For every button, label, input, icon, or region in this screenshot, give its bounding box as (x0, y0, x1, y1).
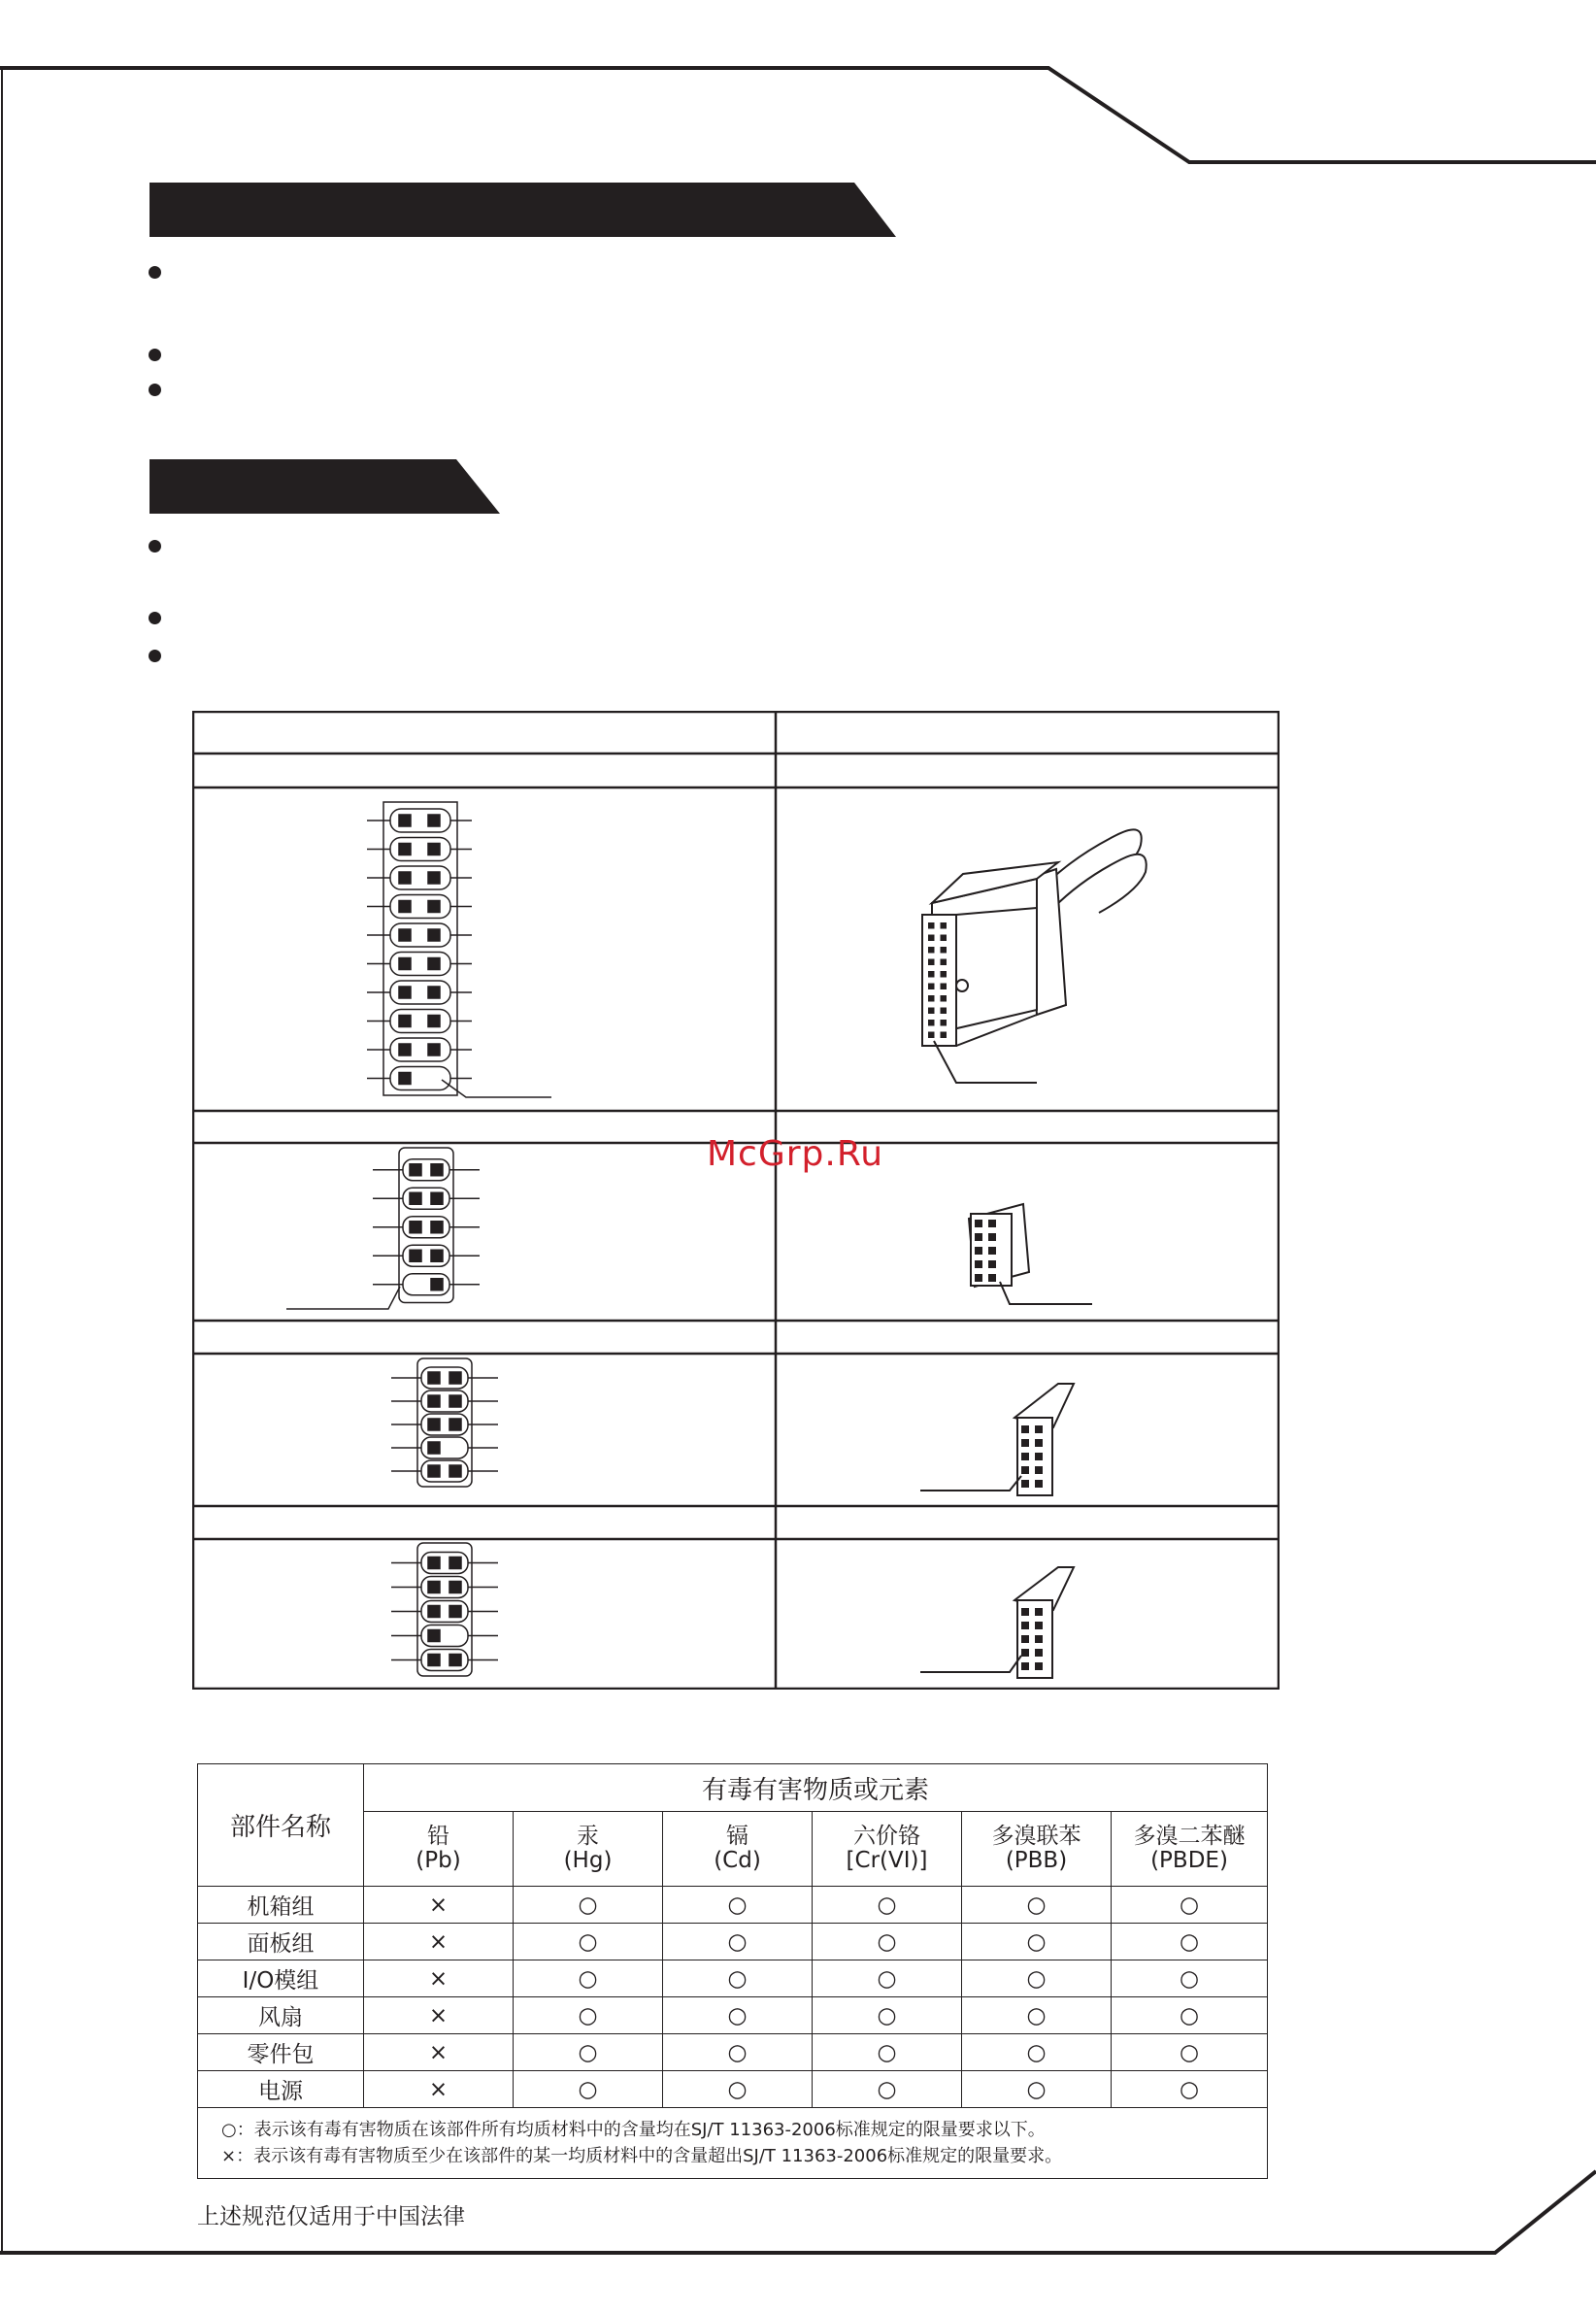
usb3-connector-drawing (922, 829, 1147, 1083)
pin (410, 1222, 421, 1233)
pin-header (391, 1543, 498, 1676)
mark: ○ (1112, 2071, 1268, 2108)
connector-pinout-table (192, 711, 1280, 1690)
pin (928, 959, 935, 966)
pin (428, 901, 440, 913)
pin (449, 1606, 461, 1618)
usb2-connector-drawing (969, 1204, 1092, 1304)
pin (1021, 1425, 1029, 1433)
usb2-header-pinout (286, 1287, 400, 1309)
pin (428, 1044, 440, 1055)
pin (1021, 1662, 1029, 1670)
pin (428, 1606, 440, 1618)
table-row (198, 2071, 1268, 2108)
mark: ○ (514, 1887, 663, 1924)
pin (410, 1164, 421, 1176)
part-name: I/O模组 (198, 1960, 364, 1997)
pin (928, 1008, 935, 1015)
pin (399, 1044, 411, 1055)
table-row (198, 1997, 1268, 2034)
mark: × (364, 1960, 514, 1997)
mark: ○ (514, 1997, 663, 2034)
pin (428, 1558, 440, 1569)
pin (428, 844, 440, 855)
part-name: 机箱组 (198, 1887, 364, 1924)
pin (428, 1582, 440, 1593)
pin (975, 1274, 982, 1282)
mark: ○ (1112, 1924, 1268, 1960)
mark: ○ (813, 1924, 962, 1960)
pin (428, 1016, 440, 1027)
pin (941, 1020, 948, 1026)
table-row (198, 2034, 1268, 2071)
pin-header (373, 1148, 480, 1303)
mark: ○ (663, 1960, 813, 1997)
pin (1021, 1480, 1029, 1488)
mark: × (364, 1887, 514, 1924)
pin (941, 959, 948, 966)
hazard-header: 有毒有害物质或元素 (364, 1764, 1268, 1812)
key-leader (442, 1080, 551, 1097)
pin (941, 984, 948, 990)
pin (928, 971, 935, 978)
mark: ○ (962, 2034, 1112, 2071)
pin (928, 1020, 935, 1026)
pin (1021, 1635, 1029, 1643)
pin-header (391, 1358, 498, 1487)
mark: ○ (813, 2071, 962, 2108)
pin (975, 1220, 982, 1227)
pin (1035, 1439, 1043, 1447)
bullet (149, 266, 161, 279)
mark: ○ (962, 1924, 1112, 1960)
part-name-header: 部件名称 (198, 1764, 364, 1887)
substance-header: 六价铬 [Cr(VI)] (813, 1812, 962, 1887)
pin (1035, 1425, 1043, 1433)
part-name: 电源 (198, 2071, 364, 2108)
pin (399, 1016, 411, 1027)
pin (1035, 1480, 1043, 1488)
bullet (149, 384, 161, 396)
mark: × (364, 2034, 514, 2071)
mark: × (364, 1924, 514, 1960)
pin (941, 1032, 948, 1039)
pin (941, 947, 948, 954)
mark: ○ (813, 1960, 962, 1997)
pin (1035, 1635, 1043, 1643)
panel-connector-drawing (920, 1567, 1074, 1678)
substance-header: 铅 (Pb) (364, 1812, 514, 1887)
pin (428, 987, 440, 998)
pin (399, 929, 411, 941)
pin (399, 1073, 411, 1085)
pin (988, 1274, 996, 1282)
audio-connector-drawing (920, 1384, 1074, 1495)
hazardous-substances-table (197, 1763, 1268, 2179)
bullet (149, 650, 161, 662)
pin (399, 815, 411, 826)
pin (431, 1222, 443, 1233)
pin (941, 922, 948, 929)
substance-header: 多溴二苯醚 (PBDE) (1112, 1812, 1268, 1887)
mark: ○ (514, 1960, 663, 1997)
pin (928, 947, 935, 954)
substance-header: 汞 (Hg) (514, 1812, 663, 1887)
pin (428, 1442, 440, 1454)
pin (431, 1250, 443, 1261)
note-circle: ○：表示该有毒有害物质在该部件所有均质材料中的含量均在SJ/T 11363-2006标准规定的限量要求以下。 (221, 2120, 1046, 2140)
mark: ○ (514, 1924, 663, 1960)
pin (988, 1247, 996, 1255)
pin (975, 1233, 982, 1241)
pin (428, 1419, 440, 1430)
pin (449, 1372, 461, 1384)
table-row (198, 1960, 1268, 1997)
mark: ○ (663, 2071, 813, 2108)
pin (428, 958, 440, 970)
mark: × (364, 2071, 514, 2108)
pin (1021, 1649, 1029, 1657)
note-cross: ×：表示该有毒有害物质至少在该部件的某一均质材料中的含量超出SJ/T 11363-2006标准规定的限量要求。 (221, 2146, 1063, 2166)
pin (399, 958, 411, 970)
pin (1021, 1466, 1029, 1474)
pin (928, 984, 935, 990)
pin (941, 971, 948, 978)
pin (449, 1582, 461, 1593)
pin (941, 995, 948, 1002)
pin (431, 1192, 443, 1204)
pin (1035, 1608, 1043, 1616)
pin (1035, 1649, 1043, 1657)
pin (449, 1558, 461, 1569)
pin (1035, 1662, 1043, 1670)
pin (410, 1192, 421, 1204)
usb3-header-pinout (367, 802, 551, 1097)
mark: ○ (663, 2034, 813, 2071)
pin (428, 1630, 440, 1642)
footnote: 上述规范仅适用于中国法律 (197, 2204, 465, 2229)
mark: ○ (1112, 1997, 1268, 2034)
pin (428, 1655, 440, 1666)
part-name: 风扇 (198, 1997, 364, 2034)
pin (410, 1250, 421, 1261)
pin (1021, 1439, 1029, 1447)
table-row (198, 1924, 1268, 1960)
pin (399, 901, 411, 913)
table-row (198, 1887, 1268, 1924)
pin (428, 929, 440, 941)
mark: ○ (813, 1997, 962, 2034)
mark: ○ (962, 1887, 1112, 1924)
pin (399, 987, 411, 998)
bullet (149, 612, 161, 624)
pin (1021, 1608, 1029, 1616)
pin (449, 1395, 461, 1407)
mark: ○ (962, 1997, 1112, 2034)
mark: ○ (514, 2071, 663, 2108)
mark: ○ (663, 1924, 813, 1960)
pin (1035, 1453, 1043, 1460)
pin (941, 935, 948, 942)
pin (988, 1233, 996, 1241)
pin (428, 1395, 440, 1407)
pin (431, 1164, 443, 1176)
pin (428, 1372, 440, 1384)
pin (449, 1465, 461, 1477)
pin (1021, 1453, 1029, 1460)
pin (975, 1247, 982, 1255)
substance-header: 镉 (Cd) (663, 1812, 813, 1887)
mark: ○ (813, 1887, 962, 1924)
mark: ○ (1112, 1887, 1268, 1924)
pin (928, 1032, 935, 1039)
pin (1021, 1622, 1029, 1629)
bullet (149, 540, 161, 553)
pin (428, 872, 440, 884)
pin (449, 1655, 461, 1666)
pin (928, 995, 935, 1002)
mark: ○ (1112, 1960, 1268, 1997)
mark: ○ (663, 1997, 813, 2034)
mark: ○ (1112, 2034, 1268, 2071)
pin (1035, 1622, 1043, 1629)
mark: ○ (514, 2034, 663, 2071)
pin (988, 1260, 996, 1268)
bullet (149, 349, 161, 361)
pin (941, 1008, 948, 1015)
mark: ○ (663, 1887, 813, 1924)
pin (399, 844, 411, 855)
mark: × (364, 1997, 514, 2034)
pin (928, 922, 935, 929)
pin (449, 1419, 461, 1430)
pin (975, 1260, 982, 1268)
pin (431, 1279, 443, 1290)
pin (1035, 1466, 1043, 1474)
pin (399, 872, 411, 884)
table-notes (198, 2108, 1268, 2179)
pin (428, 1465, 440, 1477)
substance-header: 多溴联苯 (PBB) (962, 1812, 1112, 1887)
pin (428, 815, 440, 826)
pin (988, 1220, 996, 1227)
part-name: 面板组 (198, 1924, 364, 1960)
mark: ○ (962, 1960, 1112, 1997)
mark: ○ (962, 2071, 1112, 2108)
watermark: McGrp.Ru (707, 1134, 884, 1174)
part-name: 零件包 (198, 2034, 364, 2071)
pin (928, 935, 935, 942)
mark: ○ (813, 2034, 962, 2071)
